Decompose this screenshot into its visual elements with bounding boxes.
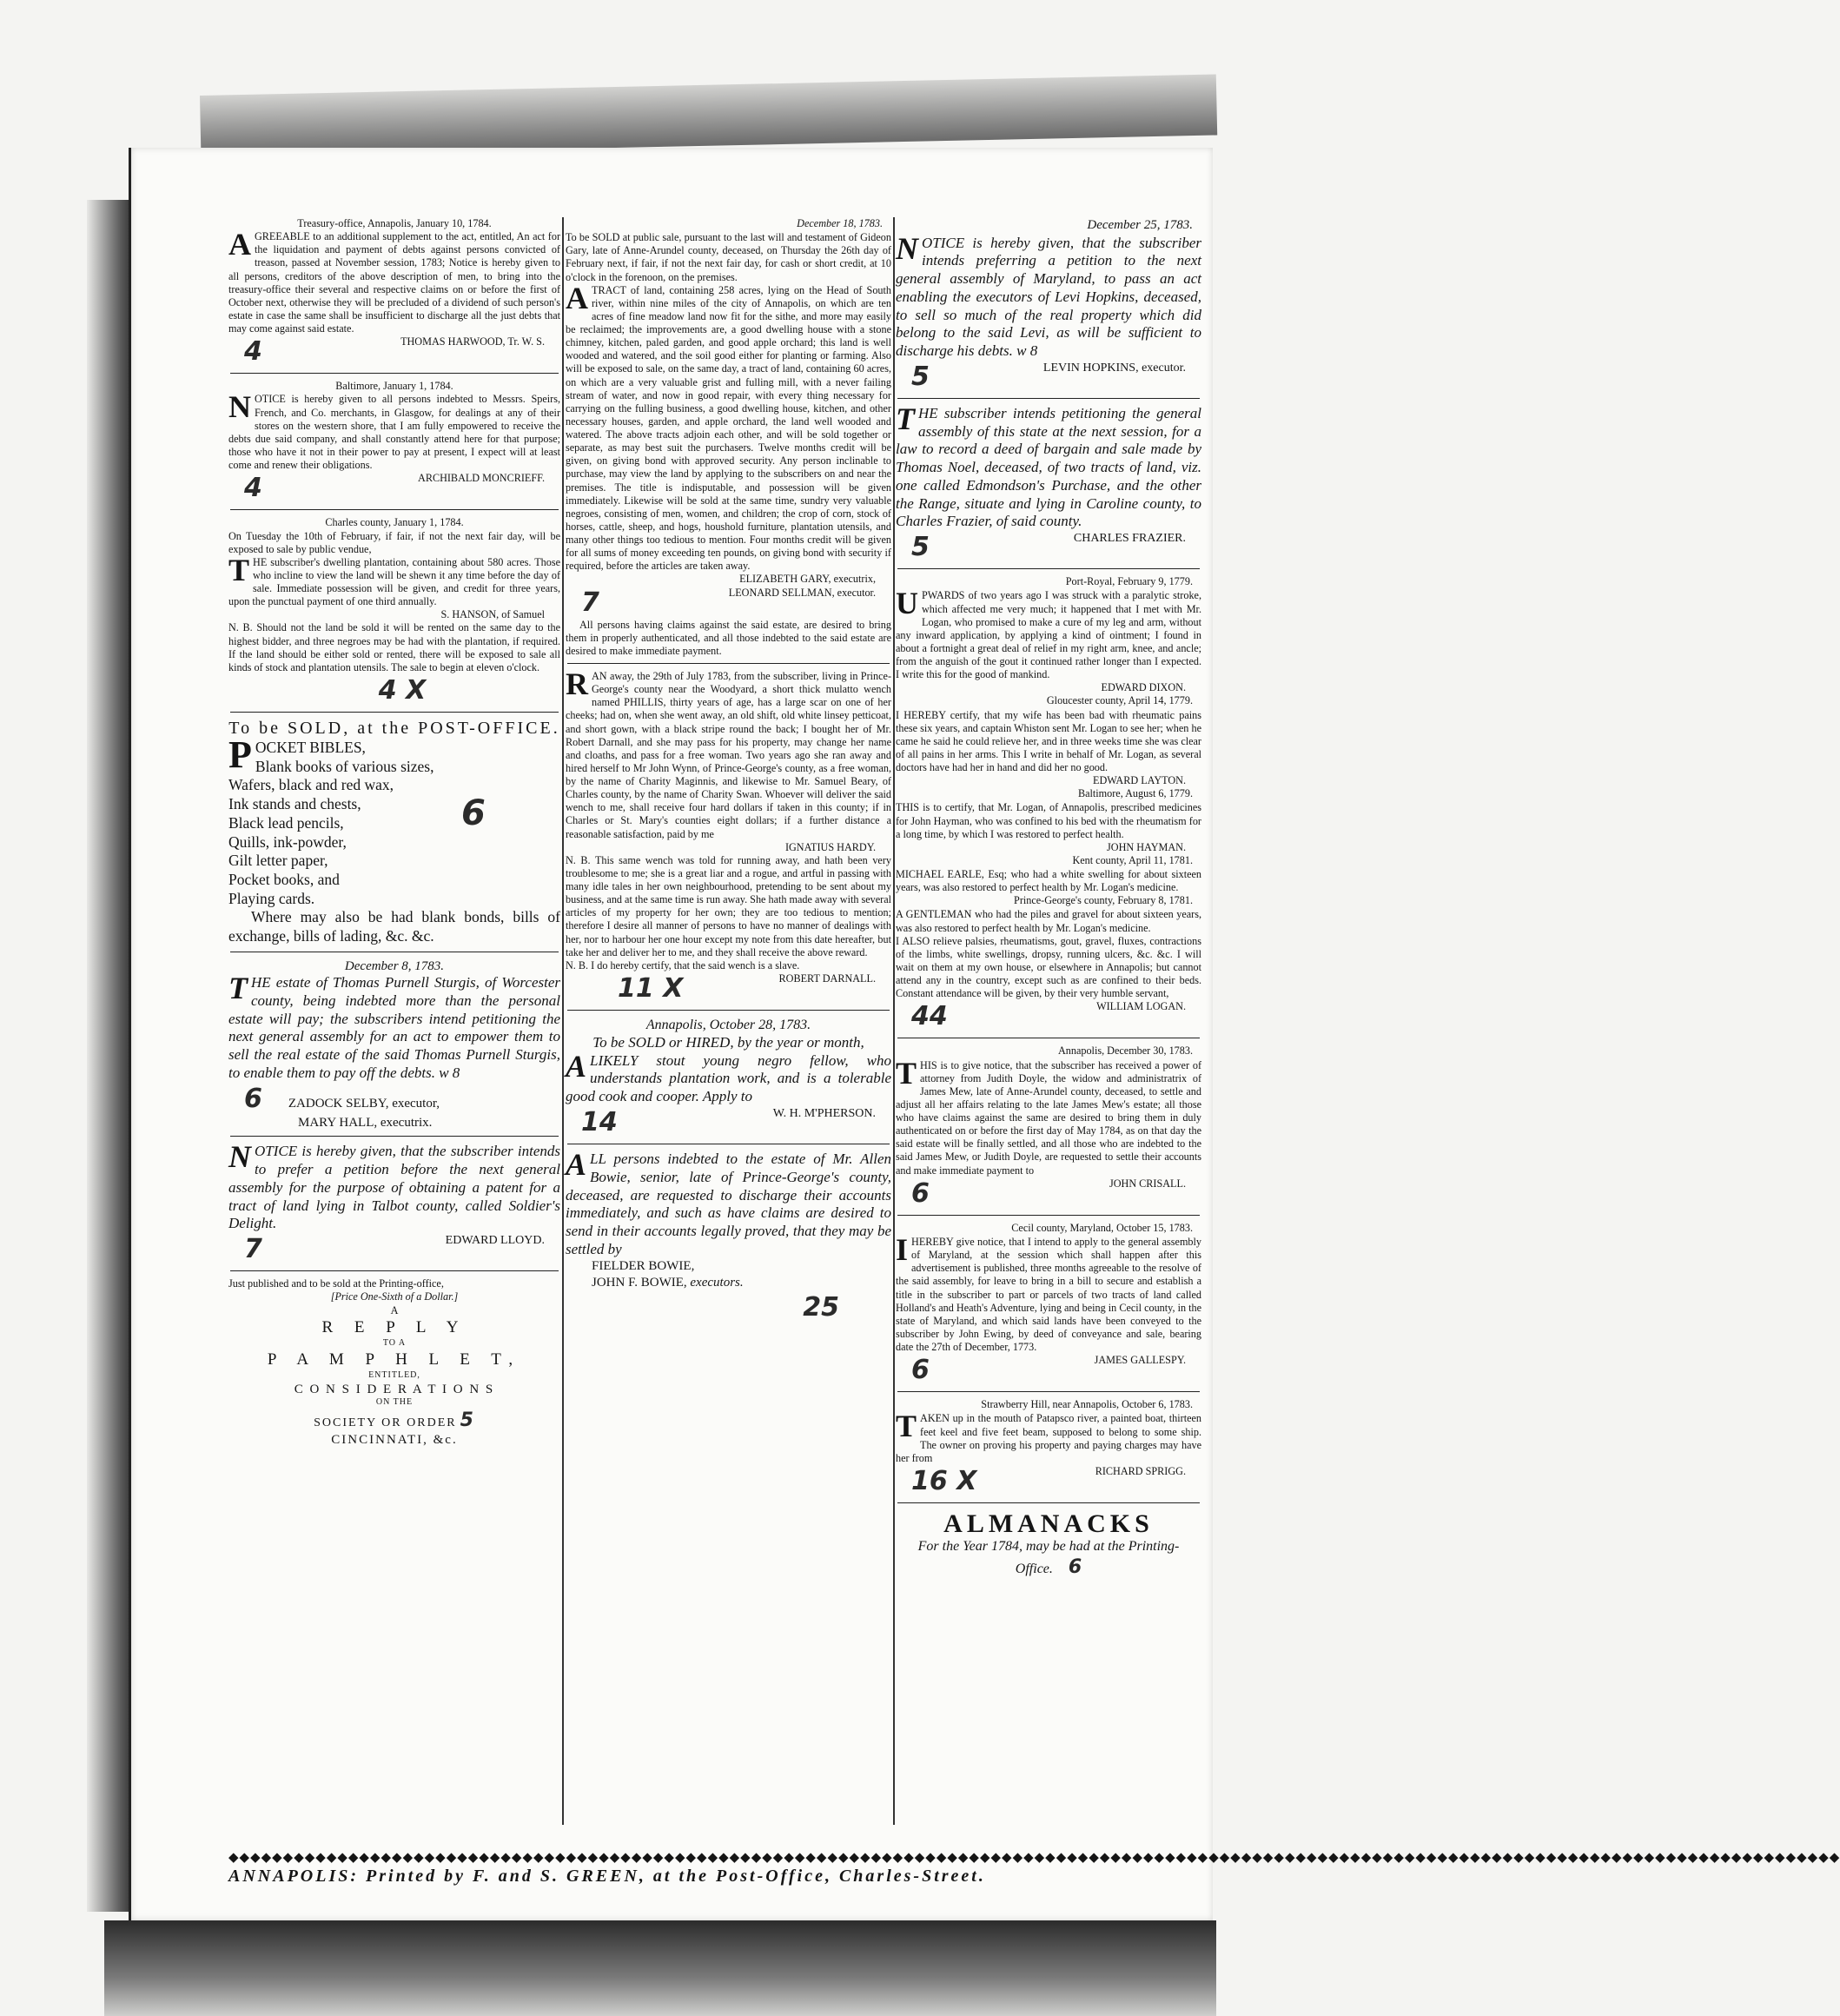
ad-closing: Where may also be had blank bonds, bills of exchange, bills of lading, &c. &c.	[228, 908, 560, 945]
insertion-code: w 8	[439, 1064, 460, 1081]
stock-item: Playing cards.	[228, 889, 315, 907]
testimonial: PWARDS of two years ago I was struck with a paralytic stroke, which affected me very much; it happened that I met with Mr. Logan, who promised to make a cure of my leg and arm, without any inward application, by applying a kind of ointment; I found in about a fortnight a great deal of relief in my right arm, knee, and ancle; from the anguish of the gout it continued rather longer than I expected. I write this for the good of mankind.	[896, 589, 1201, 681]
ad-body: HE subscriber's dwelling plantation, containing about 580 acres. Those who incline to view the land will be shewn it any time before the day of sale. Immediate possession will be given, and credit for three years, upon the punctual payment of one third annually.	[228, 555, 560, 608]
signature-role: executors.	[690, 1276, 744, 1290]
divider	[897, 1215, 1200, 1216]
signature: IGNATIUS HARDY.	[784, 840, 876, 853]
signature: THOMAS HARWOOD, Tr. W. S.	[400, 335, 545, 348]
column-rule	[893, 217, 895, 1825]
handwritten-mark: 14	[581, 1106, 618, 1137]
ad-body: OTICE is hereby given, that the subscriber intends to prefer a petition before the next general assembly for the purpose of obtaining a patent for a tract of land lying in Talbot county, called Soldier's Delight.	[228, 1143, 560, 1232]
stock-item: Quills, ink-powder,	[228, 832, 347, 851]
dateline: Baltimore, January 1, 1784.	[335, 380, 453, 393]
column-rule	[562, 217, 564, 1825]
advertisement-almanacks	[896, 1509, 1201, 1579]
signature: LEONARD SELLMAN, executor.	[728, 586, 876, 599]
dateline: Baltimore, August 6, 1779.	[1077, 787, 1193, 800]
title-line: ON THE	[375, 1397, 414, 1408]
advertisement-gary-estate	[566, 217, 891, 658]
advertisement-moncrieff	[228, 380, 560, 504]
drop-cap: R	[566, 666, 588, 702]
ad-body: For the Year 1784, may be had at the Printing-Office.	[917, 1539, 1180, 1576]
handwritten-mark: 4	[244, 473, 262, 504]
advertisement-crisall	[896, 1044, 1201, 1209]
signature: RICHARD SPRIGG.	[1095, 1464, 1186, 1477]
dateline: Cecil county, Maryland, October 15, 1783.	[1011, 1221, 1193, 1234]
dateline: Prince-George's county, February 8, 1781.	[1014, 894, 1193, 907]
signature: ROBERT DARNALL.	[778, 972, 876, 985]
signature: WILLIAM LOGAN.	[1096, 1000, 1186, 1013]
dateline: Charles county, January 1, 1784.	[325, 516, 464, 529]
ad-lead: Just published and to be sold at the Printing-office,	[228, 1277, 444, 1290]
signature: CHARLES FRAZIER.	[1073, 532, 1186, 546]
stock-item: Ink stands and chests,	[228, 795, 361, 813]
divider	[567, 663, 890, 664]
handwritten-mark: 4	[244, 336, 262, 368]
drop-cap: A	[228, 227, 251, 262]
handwritten-mark: 7	[244, 1234, 262, 1265]
column-left	[228, 217, 560, 1834]
divider	[897, 1502, 1200, 1503]
advertisement-sprigg	[896, 1398, 1201, 1497]
newspaper-page	[129, 148, 1840, 1920]
ad-lead: To be SOLD at public sale, pursuant to the last will and testament of Gideon Gary, late of Anne-Arundel county, deceased, on Thursday the 26th day of February next, if fair, if not the next fair day, for cash or short credit, at 10 o'clock in the forenoon, on the premises.	[566, 231, 891, 283]
imprint-footer	[228, 1851, 1840, 1887]
advertisement-gallespy	[896, 1222, 1201, 1386]
signature: JOHN HAYMAN.	[1107, 840, 1186, 853]
ad-body: HEREBY give notice, that I intend to apply to the general assembly of Maryland, at the session which shall happen after this advertisement is published, three months agreeable to the resolve of the said assembly, for leave to bring in a bill to secure and establish a title in the subscriber to part or parcels of two tracts of land called Holland's and Heath's Adventure, lying and being in Cecil county, in the state of Maryland, and which said lands have been conveyed to the subscriber by John Ewing, by deed of conveyance and sale, bearing date the 27th of December, 1773.	[896, 1236, 1201, 1353]
divider	[230, 509, 559, 510]
top-shadow	[200, 74, 1217, 156]
stock-item: Wafers, black and red wax,	[228, 776, 394, 794]
signature: JOHN CRISALL.	[1109, 1177, 1186, 1190]
dateline: Annapolis, December 30, 1783.	[1057, 1044, 1193, 1058]
title-line: SOCIETY OR ORDER	[314, 1416, 457, 1429]
signature: JAMES GALLESPY.	[1094, 1354, 1186, 1367]
handwritten-mark: 5	[911, 532, 930, 563]
drop-cap: T	[896, 1409, 917, 1444]
signature: ZADOCK SELBY, executor,	[288, 1096, 440, 1111]
advertisement-frazier	[896, 401, 1201, 563]
stock-item: Pocket books, and	[228, 870, 340, 888]
signature: FIELDER BOWIE,	[592, 1259, 695, 1274]
stock-item: Blank books of various sizes,	[255, 757, 434, 775]
advertisement-hanson	[228, 516, 560, 706]
advertisement-treasury	[228, 217, 560, 368]
handwritten-mark: 5	[911, 361, 930, 392]
handwritten-mark: 7	[581, 587, 599, 618]
ad-body: OTICE is hereby given, that the subscriber intends preferring a petition to the next general assembly of Maryland, to pass an act enabling the executors of Levi Hopkins, deceased, to sell so much of the real property which did belong to the said Levi, as will be sufficient to discharge his debts.	[896, 234, 1201, 359]
divider	[230, 1136, 559, 1137]
handwritten-mark: 16 X	[911, 1465, 977, 1496]
signature: MARY HALL, executrix.	[298, 1115, 433, 1130]
binding-shadow	[87, 200, 135, 1912]
drop-cap: U	[896, 586, 918, 621]
advertisement-sturgis	[228, 958, 560, 1131]
ad-body: TRACT of land, containing 258 acres, lying on the Head of South river, within nine miles of the city of Annapolis, on which are ten acres of fine meadow land now fit for the sithe, and more may easily be reclaimed; the improvements are, a good dwelling house with a stone chimney, kitchen, paled garden, and good apple orchard; this land is well wooded and watered, and the soil good either for planting or farming. Also will be exposed to sale, on the same day, a tract of land, containing 60 acres, on which are a very valuable grist and fulling mill, with a never failing stream of water, and now in good repair, with every thing necessary for carrying on the fulling business, a good dwelling house, kitchen, and other necessary houses, garden, and apple orchard, the land well wooded and watered. The above tracts adjoin each other, and will be sold together or separate, as may best suit the purchasers. Twelve months credit will be given, on giving bond with approved security. Any person inclinable to purchase, may view the land by applying to the subscribers on and near the premises. The title is indisputable, and possession will be given immediately. Likewise will be sold at the same time, sundry very valuable negroes, consisting of men, women, and children; the crop of corn, stock of horses, cattle, sheep, and hogs, houshold furniture, plantation utensils, and many other things too tedious to mention. Four months credit will be given for all sums of money exceeding ten pounds, on giving bond with security if required, before the articles are taken away.	[566, 283, 891, 573]
ad-lead: On Tuesday the 10th of February, if fair, if not the next fair day, will be exposed to sale by public vendue,	[228, 529, 560, 555]
drop-cap: P	[228, 733, 252, 777]
signature: LEVIN HOPKINS, executor.	[1042, 361, 1186, 375]
advertisement-mpherson	[566, 1017, 891, 1138]
handwritten-mark: 6	[461, 792, 486, 833]
advertisement-lloyd	[228, 1139, 560, 1265]
handwritten-mark: 6	[911, 1355, 930, 1386]
title-line: P A M P H L E T,	[267, 1350, 522, 1369]
handwritten-mark: 4 X	[378, 674, 427, 706]
nota-bene: N. B. This same wench was told for running away, and hath been very troublesome to me; she is a great liar and a rogue, and artful in passing with many idle tales in her own neighbourhood, pretending to be sent about my business, and at the same time is run away. She hath made away with several articles of my property for her own; they are too tedious to mention; therefore I desire all manner of persons to have no manner of dealings with her, nor to harbour her one hour except my note from this date hereafter, but take her and deliver her to me, and they shall receive the above reward.	[566, 853, 891, 958]
divider	[567, 1010, 890, 1011]
bottom-shadow	[104, 1920, 1216, 2016]
dateline: Kent county, April 11, 1781.	[1072, 853, 1193, 866]
signature: EDWARD LAYTON.	[1093, 774, 1186, 787]
signature: S. HANSON, of Samuel	[440, 608, 545, 621]
insertion-code: w 8	[1016, 342, 1038, 359]
nota-bene: N. B. Should not the land be sold it will be rented on the same day to the highest bidder, and three negroes may be had with the plantation, if required. If the land should be either sold or rented, there will be exposed to sale all kinds of stock and plantation utensils. The sale to begin at eleven o'clock.	[228, 621, 560, 673]
drop-cap: N	[896, 230, 918, 266]
ad-heading: To be SOLD, at the POST-OFFICE.	[228, 719, 560, 739]
stock-item: Gilt letter paper,	[228, 852, 328, 870]
testimonial: I ALSO relieve palsies, rheumatisms, gout, gravel, fluxes, contractions of the limbs, white swellings, dropsy, running ulcers, &c. &c. I will wait on them at my own house, or elsewhere in Annapolis; but cannot attend any in the country, except such as are confined to their beds. Constant attendance will be given, by their very humble servant,	[896, 934, 1201, 1000]
handwritten-mark: 25	[803, 1291, 839, 1323]
drop-cap: A	[566, 280, 588, 315]
ornamental-border: ◆◆◆◆◆◆◆◆◆◆◆◆◆◆◆◆◆◆◆◆◆◆◆◆◆◆◆◆◆◆◆◆◆◆◆◆◆◆◆◆◆◆◆◆◆◆◆◆◆◆◆◆◆◆◆◆◆◆◆◆◆◆◆◆◆◆◆◆◆◆◆◆◆◆◆◆◆◆◆◆◆◆◆◆◆◆◆◆◆◆◆◆◆◆◆◆◆◆◆◆◆◆◆◆◆◆◆◆◆◆◆◆◆◆◆◆◆◆◆◆◆◆◆◆◆◆◆◆◆◆◆◆◆◆◆◆◆◆◆◆◆◆◆◆◆◆◆◆	[228, 1851, 1840, 1865]
advertisement-hopkins	[896, 217, 1201, 393]
ad-body: GREEABLE to an additional supplement to the act, entitled, An act for the liquidation and payment of debts against persons convicted of treason, passed at November session, 1783; Notice is hereby given to all persons, creditors of the above description of men, to bring into the treasury-office their several and respective claims on or before the first of October next, otherwise they will be precluded of a dividend of such person's estate in case the same shall be insufficient to discharge all the just debts that may come against said estate.	[228, 230, 560, 335]
nota-bene: N. B. I do hereby certify, that the said wench is a slave.	[566, 958, 800, 972]
handwritten-mark: 6	[911, 1177, 930, 1209]
divider	[230, 712, 559, 713]
ad-heading: ALMANACKS	[943, 1509, 1154, 1539]
advertisement-post-office	[228, 719, 560, 946]
printer-imprint: ANNAPOLIS: Printed by F. and S. GREEN, at the Post-Office, Charles-Street.	[228, 1867, 986, 1886]
advertisement-bowie-estate	[566, 1147, 891, 1323]
drop-cap: T	[228, 971, 248, 1006]
drop-cap: T	[896, 401, 915, 436]
testimonial: THIS is to certify, that Mr. Logan, of Annapolis, prescribed medicines for John Hayman, who was confined to his bed with the rheumatism for a long time, by which I was restored to perfect health.	[896, 801, 1201, 840]
handwritten-mark: 5	[460, 1409, 475, 1431]
divider	[230, 1270, 559, 1271]
ad-body: OTICE is hereby given to all persons indebted to Messrs. Speirs, French, and Co. merchants, in Glasgow, for dealings at any of their stores on the western shore, that I am fully empowered to receive the debts due said company, and shall constantly attend here for that purpose; those who have it not in their power to pay at present, I expect will at least come and renew their obligations.	[228, 393, 560, 472]
drop-cap: T	[896, 1055, 917, 1091]
handwritten-mark: 6	[244, 1083, 262, 1114]
price-line: [Price One-Sixth of a Dollar.]	[330, 1290, 459, 1303]
dateline: Strawberry Hill, near Annapolis, October 6, 1783.	[981, 1398, 1193, 1411]
title-line: A	[390, 1303, 399, 1316]
dateline: December 8, 1783.	[344, 958, 445, 973]
column-middle	[566, 217, 891, 1834]
divider	[230, 373, 559, 374]
divider	[897, 568, 1200, 569]
ad-body: AKEN up in the mouth of Patapsco river, a painted boat, thirteen feet keel and five feet beam, supposed to belong to some ship. The owner on proving his property and paying charges may have her from	[896, 1412, 1201, 1464]
testimonial: MICHAEL EARLE, Esq; who had a white swelling for about sixteen years, was also restored to perfect health by Mr. Logan's medicine.	[896, 868, 1201, 894]
divider	[897, 1391, 1200, 1392]
ad-closing: All persons having claims against the said estate, are desired to bring them in properly authenticated, and all those indebted to the said estate are desired to make immediate payment.	[566, 618, 891, 657]
column-right	[896, 217, 1201, 1834]
dateline: December 18, 1783.	[797, 217, 883, 229]
ad-body: LIKELY stout young negro fellow, who understands plantation work, and is a tolerable good cook and cooper. Apply to	[566, 1051, 891, 1105]
ad-heading: To be SOLD or HIRED, by the year or month,	[592, 1033, 864, 1051]
ad-body: HIS is to give notice, that the subscriber has received a power of attorney from Judith Doyle, the widow and administratrix of James Mew, late of Anne-Arundel county, deceased, to settle and adjust all her affairs relating to the late James Mew's estate; all those who have claims against the same are desired to bring them in duly authenticated on or before the first day of May 1784, as on that day the said estate will be finally settled, and all those who are indebted to the said James Mew, or Judith Doyle, are requested to settle their accounts and make immediate payment to	[896, 1058, 1201, 1177]
title-line: C O N S I D E R A T I O N S	[294, 1382, 495, 1396]
dateline: Annapolis, October 28, 1783.	[645, 1018, 811, 1033]
signature: EDWARD DIXON.	[1101, 681, 1186, 694]
handwritten-mark: 11 X	[618, 972, 684, 1004]
signature: EDWARD LLOYD.	[445, 1234, 545, 1248]
dateline: Gloucester county, April 14, 1779.	[1046, 694, 1193, 707]
drop-cap: A	[566, 1048, 587, 1084]
ad-first-line: OCKET BIBLES,	[255, 739, 366, 757]
title-line: ENTITLED,	[368, 1370, 420, 1381]
title-line: CINCINNATI, &c.	[331, 1433, 458, 1448]
drop-cap: A	[566, 1147, 587, 1183]
ad-body: HE estate of Thomas Purnell Sturgis, of Worcester county, being indebted more than the personal estate will pay; the subscribers intend petitioning the next general assembly for an act to empower them to sell the real estate of the said Thomas Purnell Sturgis, to enable them to pay off the debts.	[228, 974, 560, 1081]
drop-cap: I	[896, 1232, 909, 1267]
ad-body: HE subscriber intends petitioning the general assembly of this state at the next session, for a law to record a deed of bargain and sale made by Thomas Noel, deceased, of two tracts of land, viz. one called Edmondson's Purchase, and the other the Range, situate and lying in Caroline county, to Charles Frazier, of said county.	[896, 404, 1201, 530]
signature: ARCHIBALD MONCRIEFF.	[418, 472, 545, 485]
title-line: TO A	[382, 1338, 407, 1349]
handwritten-mark: 6	[1068, 1555, 1082, 1578]
advertisement-pamphlet	[228, 1277, 560, 1448]
title-line: R E P L Y	[321, 1317, 467, 1336]
handwritten-mark: 44	[911, 1001, 948, 1032]
stock-item: Black lead pencils,	[228, 813, 344, 832]
testimonial: A GENTLEMAN who had the piles and gravel for about sixteen years, was also restored to perfect health by Mr. Logan's medicine.	[896, 908, 1201, 934]
ad-body: LL persons indebted to the estate of Mr. Allen Bowie, senior, late of Prince-George's county, deceased, are requested to discharge their accounts immediately, and such as have claims are desired to send in their accounts legally proved, that they may be settled by	[566, 1151, 891, 1257]
advertisement-runaway	[566, 666, 891, 1005]
advertisement-logan	[896, 575, 1201, 1032]
signature: W. H. M'PHERSON.	[772, 1106, 876, 1120]
drop-cap: N	[228, 389, 251, 425]
signature: JOHN F. BOWIE,	[592, 1276, 687, 1290]
dateline: Port-Royal, February 9, 1779.	[1065, 575, 1193, 588]
signature: ELIZABETH GARY, executrix,	[739, 573, 876, 586]
testimonial: I HEREBY certify, that my wife has been bad with rheumatic pains these six years, and captain Whiston sent Mr. Logan to see her; when he came he said he could relieve her, and in three weeks time she was clear of all pains in her arms. This I write in behalf of Mr. Logan, as several doctors have had her in hand and did her no good.	[896, 708, 1201, 773]
drop-cap: T	[228, 552, 250, 587]
dateline: December 25, 1783.	[1087, 218, 1193, 232]
ad-body: AN away, the 29th of July 1783, from the subscriber, living in Prince-George's county near the Woodyard, a short thick mulatto wench named PHILLIS, thirty years of age, has a large scar on one of her cheeks; had on, when she went away, an old shift, old white linsey petticoat, and short gown, with a black stripe round the back; I bought her of Mr. Robert Darnall, and she may pass for his property, may change her name and cloaths, and pass for a free woman. Two years ago she ran away and hired herself to Mr John Wynn, of Prince-George's county, as a free woman, by the name of Charity Maginnis, and likewise to Mr. Samuel Beary, of Charles county, by the name of Charity Swan. Whoever will deliver the said wench to me, shall receive four hard dollars if taken in this county; if in Charles or St. Mary's counties eight dollars; if a further distance a reasonable satisfaction, paid by me	[566, 670, 891, 840]
divider	[897, 398, 1200, 399]
drop-cap: N	[228, 1139, 251, 1175]
dateline: Treasury-office, Annapolis, January 10, 1784.	[297, 217, 492, 229]
